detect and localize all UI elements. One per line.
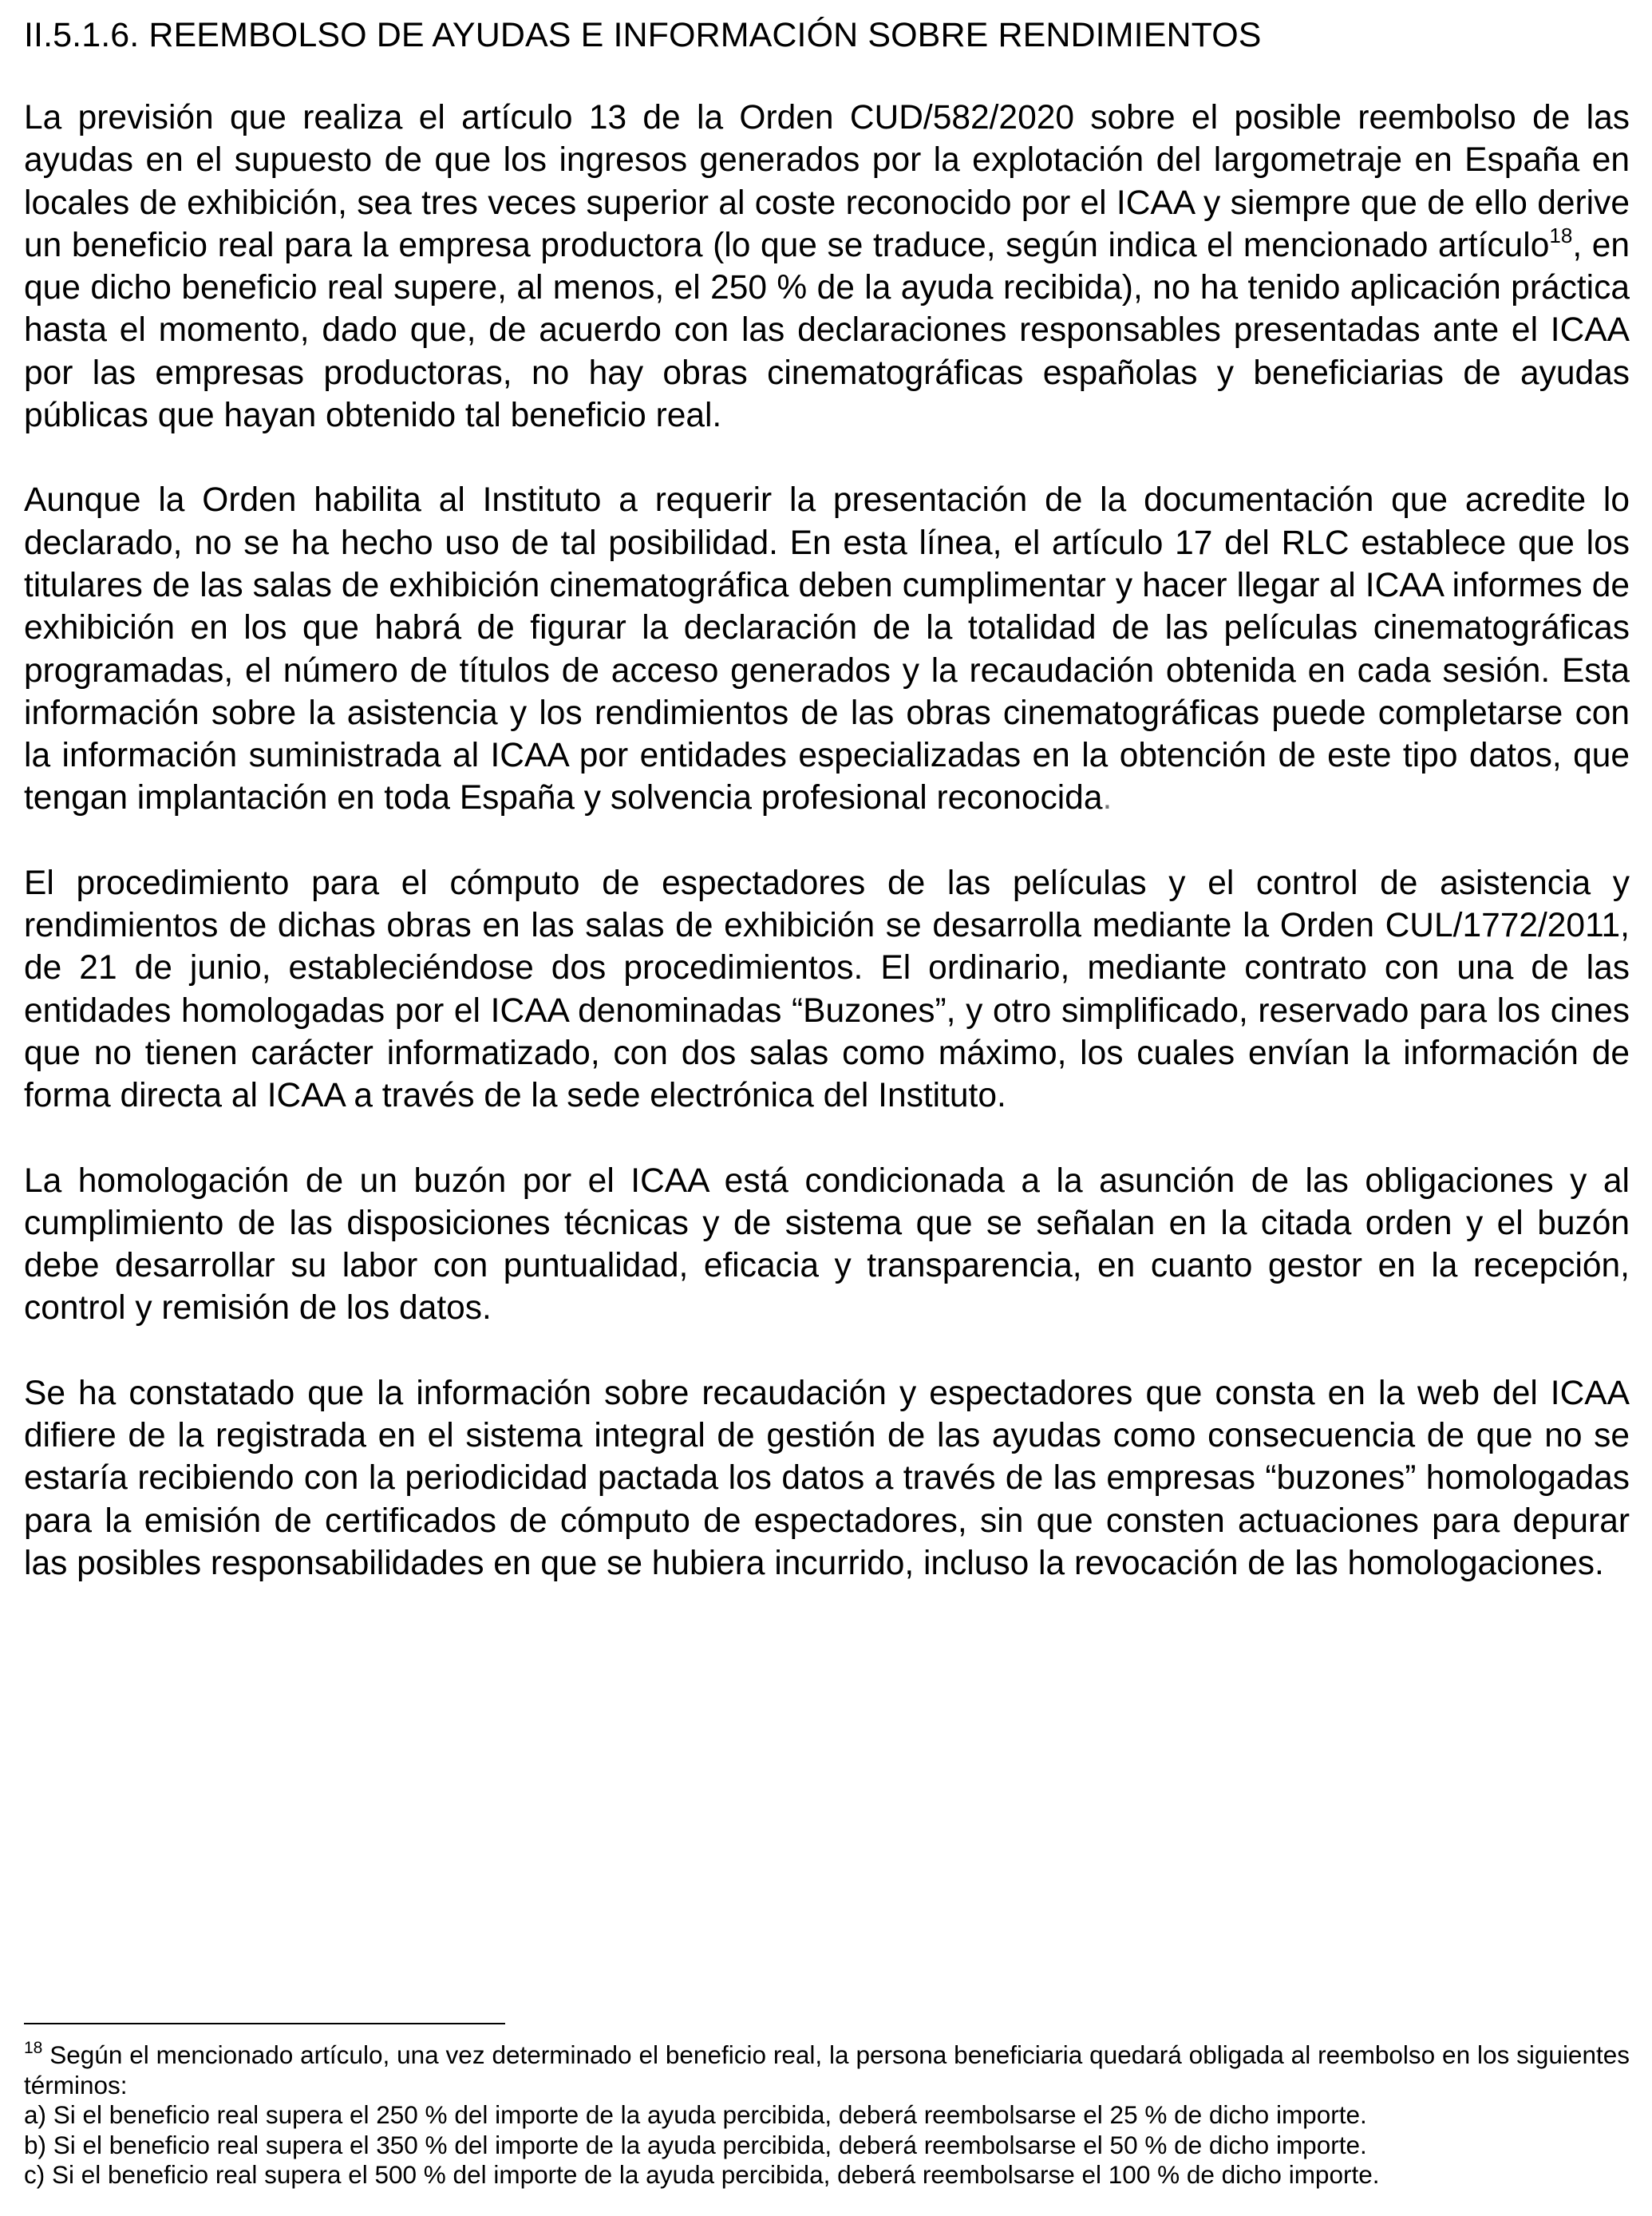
paragraph-informes-exhibicion xyxy=(24,479,1630,819)
footnote-item: c) Si el beneficio real supera el 500 % del importe de la ayuda percibida, deberá reembolsarse el 100 % de dicho importe. xyxy=(24,2160,1380,2189)
paragraph-constatacion: Se ha constatado que la información sobre recaudación y espectadores que consta en la web del ICAA difiere de la registrada en el sistema integral de gestión de las ayudas como consecuencia de que no se estaría recibiendo con la periodicidad pactada los datos a través de las empresas “buzones” homologadas para la emisión de certificados de cómputo de espectadores, sin que consten actuaciones para depurar las posibles responsabilidades en que se hubiera incurrido, incluso la revocación de las homologaciones. xyxy=(24,1374,1630,1582)
footnote-text: Según el mencionado artículo, una vez determinado el beneficio real, la persona beneficiaria quedará obligada al reembolso en los siguientes términos: xyxy=(24,2040,1630,2099)
footnote-item: a) Si el beneficio real supera el 250 % del importe de la ayuda percibida, deberá reembolsarse el 25 % de dicho importe. xyxy=(24,2100,1367,2129)
paragraph-reembolso xyxy=(24,97,1630,437)
document-page xyxy=(24,14,1630,1627)
footnote-reference: 18 xyxy=(1549,223,1573,247)
paragraph-text: Aunque la Orden habilita al Instituto a requerir la presentación de la documentación que acredite lo declarado, no se ha hecho uso de tal posibilidad. En esta línea, el artículo 17 del RLC establece que los titulares de las salas de exhibición cinematográfica deben cumplimentar y hacer llegar al ICAA informes de exhibición en los que habrá de figurar la declaración de la totalidad de las películas cinematográficas programadas, el número de títulos de acceso generados y la recaudación obtenida en cada sesión. Esta información sobre la asistencia y los rendimientos de las obras cinematográficas puede completarse con la información suministrada al ICAA por entidades especializadas en la obtención de este tipo datos, que tengan implantación en toda España y solvencia profesional reconocida xyxy=(24,481,1630,817)
paragraph-text: La previsión que realiza el artículo 13 de la Orden CUD/582/2020 sobre el posible reembolso de las ayudas en el supuesto de que los ingresos generados por la explotación del largometraje en España en locales de exhibición, sea tres veces superior al coste reconocido por el ICAA y siempre que de ello derive un beneficio real para la empresa productora (lo que se traduce, según indica el mencionado artículo xyxy=(24,99,1630,264)
footnote-block xyxy=(24,2040,1630,2190)
footnote-number: 18 xyxy=(24,2038,43,2057)
footnote-intro xyxy=(24,2040,1630,2100)
footnote-divider xyxy=(24,2023,505,2024)
section-heading: II.5.1.6. REEMBOLSO DE AYUDAS E INFORMACIÓN SOBRE RENDIMIENTOS xyxy=(24,16,1262,54)
paragraph-homologacion-buzon: La homologación de un buzón por el ICAA está condicionada a la asunción de las obligaciones y al cumplimiento de las disposiciones técnicas y de sistema que se señalan en la citada orden y el buzón debe desarrollar su labor con puntualidad, eficacia y transparencia, en cuanto gestor en la recepción, control y remisión de los datos. xyxy=(24,1161,1630,1328)
paragraph-text: , en que dicho beneficio real supere, al menos, el 250 % de la ayuda recibida), no ha tenido aplicación práctica hasta el momento, dado que, de acuerdo con las declaraciones responsables presentadas ante el ICAA por las empresas productoras, no hay obras cinematográficas españolas y beneficiarias de ayudas públicas que hayan obtenido tal beneficio real. xyxy=(24,226,1630,435)
paragraph-procedimiento-computo: El procedimiento para el cómputo de espectadores de las películas y el control de asistencia y rendimientos de dichas obras en las salas de exhibición se desarrolla mediante la Orden CUL/1772/2011, de 21 de junio, estableciéndose dos procedimientos. El ordinario, mediante contrato con una de las entidades homologadas por el ICAA denominadas “Buzones”, y otro simplificado, reservado para los cines que no tienen carácter informatizado, con dos salas como máximo, los cuales envían la información de forma directa al ICAA a través de la sede electrónica del Instituto. xyxy=(24,864,1630,1115)
footnote-item: b) Si el beneficio real supera el 350 % del importe de la ayuda percibida, deberá reembolsarse el 50 % de dicho importe. xyxy=(24,2130,1367,2159)
paragraph-final-period: . xyxy=(1102,779,1113,817)
